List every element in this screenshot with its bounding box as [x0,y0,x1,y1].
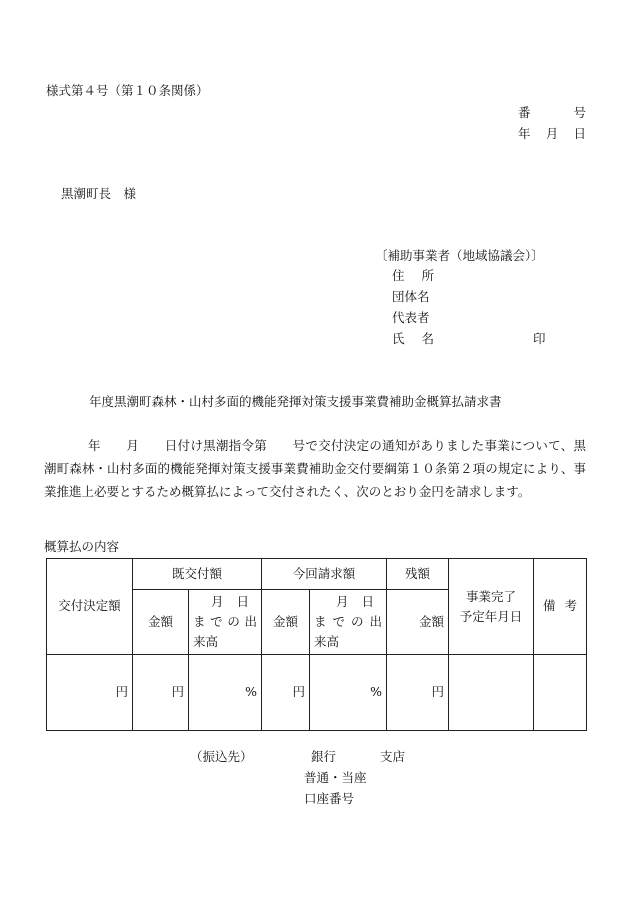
applicant-representative-label: 代表者 [392,310,430,325]
request-progress-subheader: 月 日 ま で の 出 来高 [310,590,387,655]
header-remarks: 備 考 [534,559,587,655]
branch-label: 支店 [380,749,406,764]
transfer-destination-label: （振込先） [190,749,253,764]
document-number-label: 番 号 [518,105,586,120]
applicant-name-label: 氏 名 [392,331,434,346]
account-type-label: 普通・当座 [304,770,367,785]
applicant-address-label: 住 所 [392,268,434,283]
header-remaining-amount: 残額 [387,559,449,590]
seal-mark: 印 [533,331,546,346]
form-number: 様式第４号（第１０条関係） [46,83,209,98]
paid-progress-subheader: 月 日 ま で の 出 来高 [189,590,262,655]
request-progress-cell: % [310,655,387,731]
applicant-organization-label: 団体名 [392,289,430,304]
request-amount-subheader: 金額 [262,590,310,655]
decision-amount-cell: 円 [47,655,133,731]
document-date-label: 年 月 日 [518,126,586,141]
paid-progress-cell: % [189,655,262,731]
table-caption: 概算払の内容 [44,539,120,554]
document-title: 年度黒潮町森林・山村多面的機能発揮対策支援事業費補助金概算払請求書 [89,394,502,409]
request-amount-cell: 円 [262,655,310,731]
remarks-cell [534,655,587,731]
account-number-label: 口座番号 [304,791,355,806]
request-body-text: 年 月 日付け黒潮指令第 号で交付決定の通知がありました事業について、黒潮町森林・山村多面的機能発揮対策支援事業費補助金交付要綱第１０条第２項の規定により、事業推進上必要とするため概算払によって交付されたく、次のとおり金円を請求します。 [44,438,586,499]
remaining-amount-cell: 円 [387,655,449,731]
header-request-amount: 今回請求額 [262,559,387,590]
remaining-amount-subheader: 金額 [387,590,449,655]
paid-amount-cell: 円 [133,655,189,731]
payment-table [46,558,587,731]
header-paid-amount: 既交付額 [133,559,262,590]
paid-amount-subheader: 金額 [133,590,189,655]
completion-date-cell [449,655,534,731]
applicant-title: 〔補助事業者（地域協議会）〕 [375,248,544,263]
header-decision-amount: 交付決定額 [47,559,133,655]
header-completion-date: 事業完了 予定年月日 [449,559,534,655]
bank-name-label: 銀行 [311,749,337,764]
addressee: 黒潮町長 様 [61,186,137,201]
